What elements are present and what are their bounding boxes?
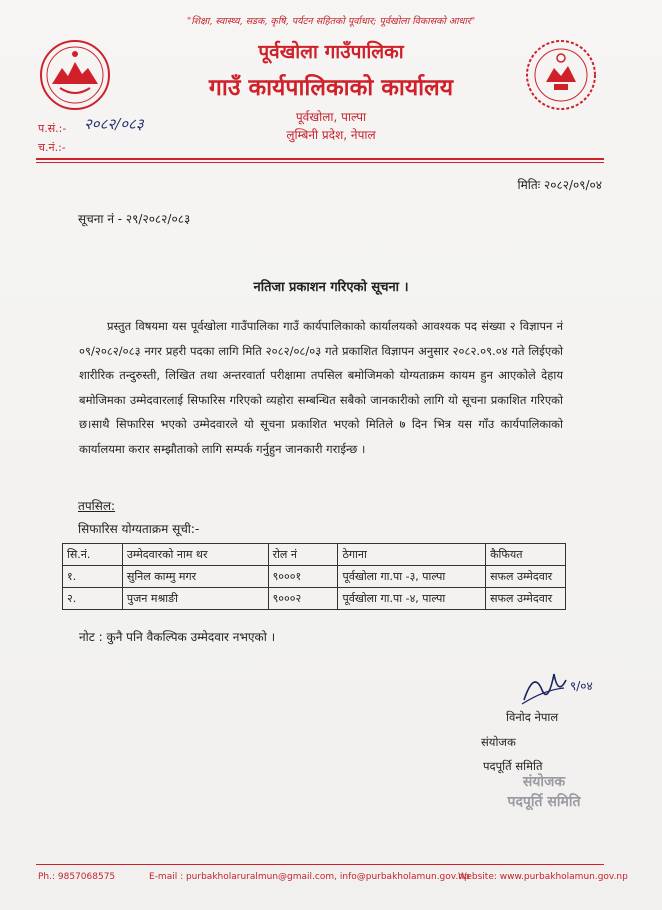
footer-divider	[36, 864, 604, 865]
list-title: सिफारिस योग्यताक्रम सूची:-	[78, 522, 200, 536]
table-cell: सफल उम्मेदवार	[486, 566, 566, 588]
annex-title: तपसिल:	[78, 499, 116, 513]
address-line-1: पूर्वखोला, पाल्पा	[295, 110, 367, 124]
header-divider-thin	[36, 162, 604, 163]
subject-title: नतिजा प्रकाशन गरिएको सूचना ।	[253, 280, 409, 295]
table-header-row	[63, 544, 566, 566]
header-divider	[36, 158, 604, 160]
ps-value: २०८२/०८३	[84, 115, 144, 133]
notice-number: सूचना नं - २९/२०८२/०८३	[78, 212, 191, 226]
stamp-line-1: संयोजक	[522, 774, 566, 790]
table-row	[63, 588, 566, 610]
body-paragraph: प्रस्तुत विषयमा यस पूर्वखोला गाउँपालिका गाउँ कार्यपालिकाको कार्यालयको आवश्यक पद संख्या २ विज्ञापन नं ०९/२०८२/०८३ नगर प्रहरी पदका लागि मिति २०८२/०८/०३ गते प्रकाशित विज्ञापन अनुसार २०८२.०९.०४ गते लिईएको शारीरिक तन्दुरुस्ती, लिखित तथा अन्तरवार्ता परीक्षामा तपसिल बमोजिमको योग्यताक्रम कायम हुन आएकोले देहाय बमोजिमका उम्मेदवारलाई सिफारिस गरिएको व्यहोरा सम्बन्धित सबैको जानकारीको लागि यो सूचना प्रकाशित गरिएको छ।साथै सिफारिस भएको उम्मेदवारले यो सूचना प्रकाशित भएको मितिले ७ दिन भित्र यस गाँउ कार्यपालिकाको कार्यालयमा करार सम्झौताको लागि सम्पर्क गर्नुहुन जानकारी गराईन्छ ।	[79, 319, 563, 456]
ps-label: प.सं.:-	[38, 122, 67, 135]
note: नोट : कुनै पनि वैकल्पिक उम्मेदवार नभएको ।	[79, 630, 276, 644]
table-row	[63, 566, 566, 588]
table-cell: ९०००२	[268, 588, 338, 610]
results-table	[62, 543, 566, 610]
motto: "शिक्षा, स्वास्थ्य, सडक, कृषि, पर्यटन सहितको पूर्वाधार; पूर्वखोला विकासको आधार"	[186, 16, 476, 27]
footer-website: Website: www.purbakholamun.gov.np	[458, 872, 628, 882]
table-header: उम्मेदवारको नाम थर	[122, 544, 268, 566]
signature-scrawl	[494, 660, 614, 710]
table-header: रोल नं	[268, 544, 338, 566]
office-name: गाउँ कार्यपालिकाको कार्यालय	[208, 75, 454, 101]
table-header: ठेगाना	[338, 544, 486, 566]
table-header: सि.नं.	[63, 544, 123, 566]
official-stamp	[480, 772, 608, 818]
cn-label: च.नं.:-	[38, 141, 66, 154]
table-cell: सफल उम्मेदवार	[486, 588, 566, 610]
table-cell: २.	[63, 588, 123, 610]
signatory-committee: पदपूर्ति समिति	[483, 759, 543, 773]
signature-date: ९/०४	[570, 679, 593, 693]
table-cell: १.	[63, 566, 123, 588]
footer-email: E-mail : purbakholaruralmun@gmail.com, info@purbakholamun.gov.np	[149, 872, 470, 882]
org-name: पूर्वखोला गाउँपालिका	[258, 41, 404, 63]
table-header: कैफियत	[486, 544, 566, 566]
footer-phone: Ph.: 9857068575	[38, 872, 116, 882]
table-cell: ९०००१	[268, 566, 338, 588]
table-cell: सुनिल काम्मु मगर	[122, 566, 268, 588]
address-line-2: लुम्बिनी प्रदेश, नेपाल	[286, 128, 376, 142]
signatory-name: विनोद नेपाल	[506, 710, 559, 724]
stamp-line-2: पदपूर्ति समिति	[507, 794, 581, 810]
table-cell: पुजन मश्राङी	[122, 588, 268, 610]
table-cell: पूर्वखोला गा.पा -३, पाल्पा	[338, 566, 486, 588]
date: मितिः २०८२/०९/०४	[517, 178, 602, 192]
signatory-role: संयोजक	[481, 735, 516, 749]
table-cell: पूर्वखोला गा.पा -४, पाल्पा	[338, 588, 486, 610]
